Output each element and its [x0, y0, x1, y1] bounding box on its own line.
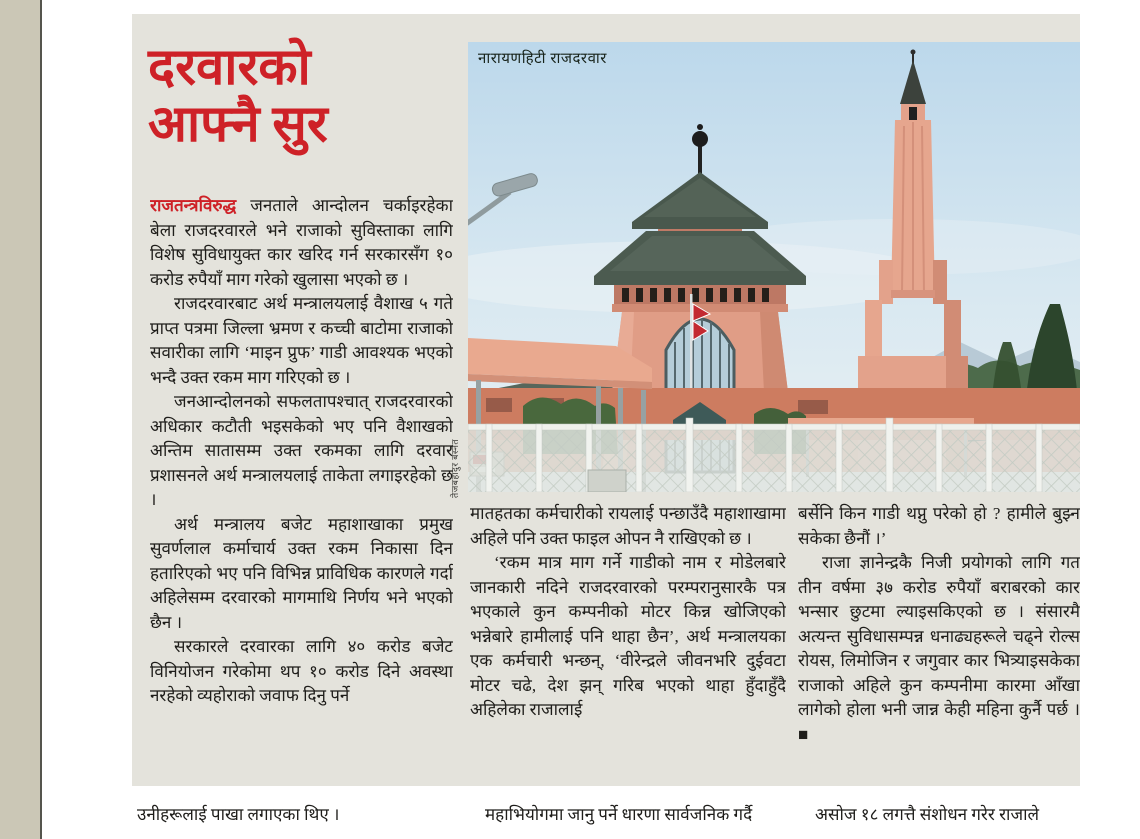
paragraph-text: जनताले आन्दोलन चर्काइरहेका बेला राजदरवारले भने राजाको सुविस्ताका लागि विशेष सुविधायुक्त कार खरिद गर्न सरकारसँग १० करोड रुपैयाँ माग गरेको खुलासा भएको छ । — [150, 196, 453, 289]
paragraph: अर्थ मन्त्रालय बजेट महाशाखाका प्रमुख सुवर्णलाल कर्माचार्य उक्त रकम निकासा दिन हतारिएको भए पनि विभिन्न प्राविधिक कारणले गर्दा अहिलेसम्म दरवारको मागमाथि निर्णय भने भएको छैन । — [150, 514, 453, 632]
article-column-2 — [470, 502, 786, 764]
page-edge-strip — [0, 0, 40, 839]
paragraph: जनआन्दोलनको सफलतापश्चात् राजदरवारको अधिकार कटौती भइसकेको भए पनि वैशाखको अन्तिम सातासम्म उक्त रकमका लागि दरवार प्रशासनले अर्थ मन्त्रालयलाई ताकेता लगाइरहेको छ । — [150, 392, 453, 509]
next-section-col2: महाभियोगमा जानु पर्ने धारणा सार्वजनिक गर्दै — [485, 805, 753, 824]
paragraph — [150, 194, 453, 292]
paragraph: राजा ज्ञानेन्द्रकै निजी प्रयोगको लागि गत तीन वर्षमा ३७ करोड रुपैयाँ बराबरको कार भन्सार छुटमा ल्याइसकिएको छ । संसारमै अत्यन्त सुविधासम्पन्न धनाढ्यहरूले चढ्ने रोल्स रोयस, लिमोजिन र जगुवार कार भित्र्याइसकेका राजाको अहिले कुन कम्पनीमा कारमा आँखा लागेको होला भनी जान्न केही महिना कुर्नै पर्छ । ■ — [798, 553, 1080, 744]
photo-fence — [468, 418, 1080, 492]
headline-line2: आफ्नै सुर — [148, 97, 328, 153]
palace-photo-illustration — [468, 42, 1080, 492]
paragraph: बर्सेनि किन गाडी थप्नु परेको हो ? हामीले बुझ्न सकेका छैनौं ।’ — [798, 504, 1080, 548]
next-section-col1: उनीहरूलाई पाखा लगाएका थिए । — [137, 805, 340, 824]
article-column-3 — [798, 502, 1080, 764]
palace-photo — [468, 42, 1080, 492]
article-headline — [148, 40, 468, 154]
paragraph: ‘रकम मात्र माग गर्ने गाडीको नाम र मोडेलबारे जानकारी नदिने राजदरवारको परम्परानुसारकै पत्र भएकाले कुन कम्पनीको मोटर किन्न खोजिएको भन्नेबारे हामीलाई पनि थाहा छैन’, अर्थ मन्त्रालयका एक कर्मचारी भन्छन्, ‘वीरेन्द्रले जीवनभरि दुईवटा मोटर चढे, देश झन् गरिब भएको थाहा हुँदाहुँदै अहिलेका राजालाई — [470, 553, 786, 719]
lead-word: राजतन्त्रविरुद्ध — [150, 196, 237, 215]
next-section-col3: असोज १८ लगत्तै संशोधन गरेर राजाले — [815, 805, 1039, 824]
article-block — [132, 14, 1080, 786]
article-column-1 — [150, 194, 453, 764]
headline-line1: दरवारको — [148, 40, 311, 96]
paragraph: मातहतका कर्मचारीको रायलाई पन्छाउँदै महाशाखामा अहिले पनि उक्त फाइल ओपन नै राखिएको छ । — [470, 504, 786, 548]
page-edge-rule — [40, 0, 42, 839]
paragraph: सरकारले दरवारका लागि ४० करोड बजेट विनियोजन गरेकोमा थप १० करोड दिने अवस्था नरहेको व्यहोराको जवाफ दिनु पर्ने — [150, 637, 453, 705]
photo-caption: नारायणहिटी राजदरवार — [478, 51, 607, 67]
paragraph: राजदरवारबाट अर्थ मन्त्रालयलाई वैशाख ५ गते प्राप्त पत्रमा जिल्ला भ्रमण र कच्ची बाटोमा राजाको सवारीका लागि ‘माइन प्रुफ’ गाडी आवश्यक भएको भन्दै उक्त रकम माग गरिएको छ । — [150, 294, 453, 387]
photo-credit: तेजबहादुर बस्नेत — [450, 439, 460, 498]
